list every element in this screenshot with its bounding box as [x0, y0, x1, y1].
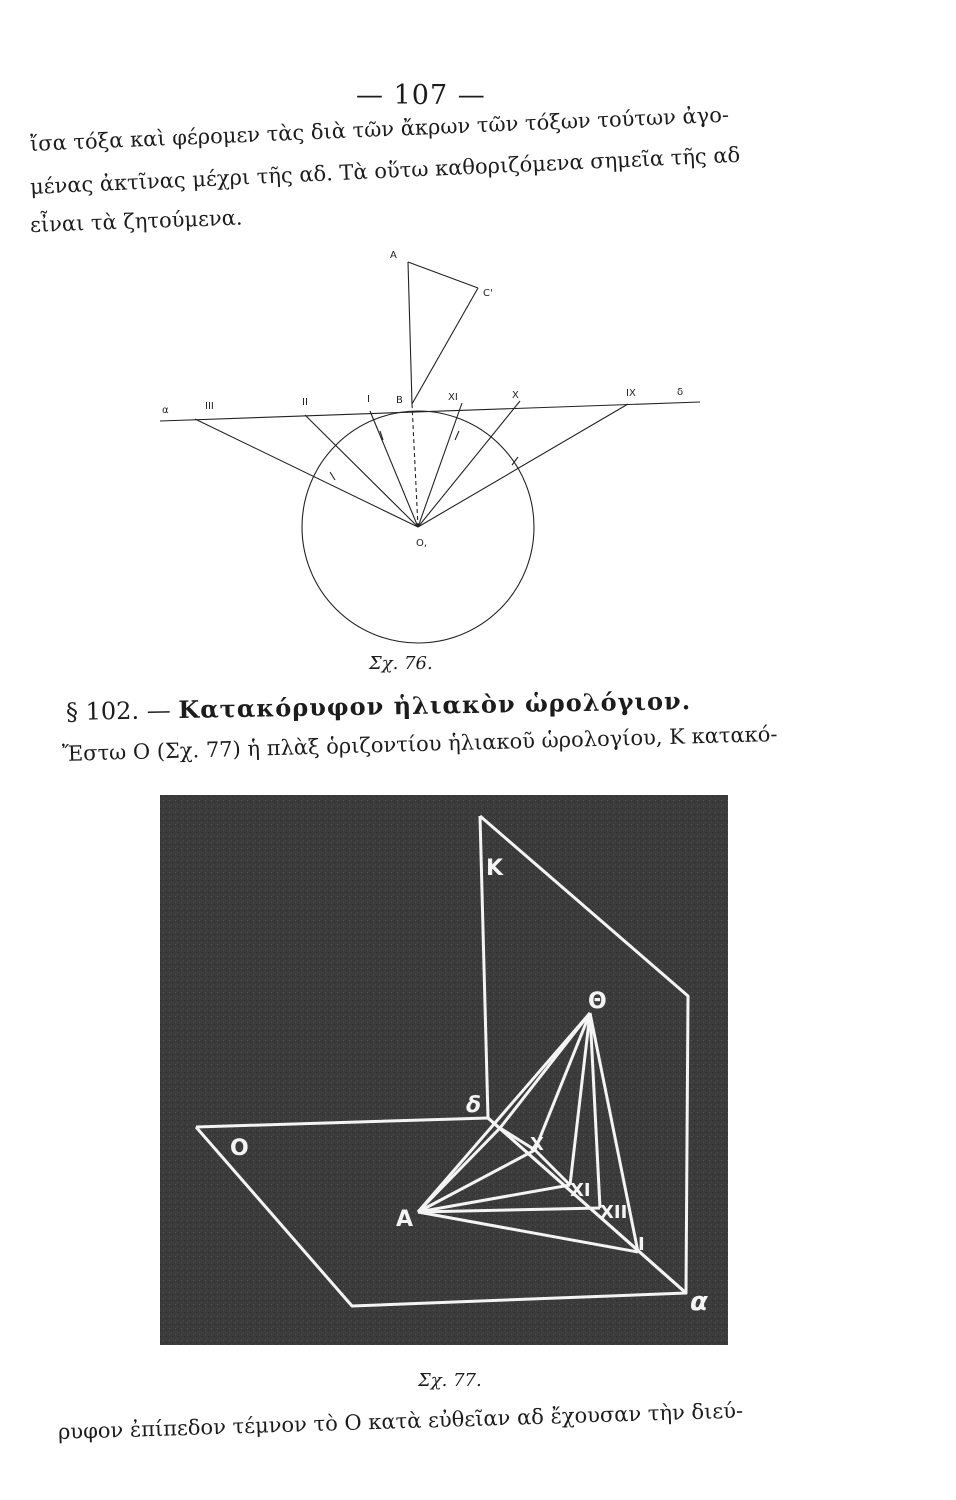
- paragraph-line-1: ἴσα τόξα καὶ φέρομεν τὰς διὰ τῶν ἄκρων τῶν τόξων τούτων ἀγο-: [29, 102, 730, 156]
- line-O-B: [412, 404, 418, 527]
- label-XI: XI: [570, 1180, 591, 1201]
- ray-XI: [418, 403, 462, 527]
- section-title: Κατακόρυφον ἡλιακὸν ὡρολόγιον.: [178, 686, 692, 725]
- label-IX: IX: [626, 388, 636, 399]
- label-X: X: [530, 1134, 544, 1155]
- photo-background: [160, 795, 728, 1345]
- ray-II: [305, 415, 418, 527]
- label-I: I: [638, 1234, 645, 1255]
- label-A: A: [390, 250, 397, 261]
- label-XI: XI: [448, 392, 458, 403]
- label-delta: δ: [677, 387, 684, 398]
- label-O: O: [230, 1136, 249, 1161]
- figure-76-caption: Σχ. 76.: [369, 653, 433, 674]
- label-X: X: [512, 390, 519, 401]
- label-O: O,: [416, 538, 428, 549]
- line-B-A: [408, 262, 412, 404]
- ray-I: [370, 411, 418, 527]
- label-alpha: α: [162, 405, 169, 416]
- paragraph-line-2: μένας ἀκτῖνας μέχρι τῆς αδ. Τὰ οὕτω καθοριζόμενα σημεῖα τῆς αδ: [29, 142, 741, 199]
- label-B: B: [396, 395, 403, 406]
- section-number: § 102. —: [65, 696, 171, 726]
- label-XII: XII: [600, 1202, 628, 1223]
- figure-77-photo: [160, 795, 728, 1345]
- label-K: K: [486, 856, 504, 881]
- label-III: III: [205, 401, 214, 412]
- line-A-C: [408, 262, 478, 288]
- label-A: A: [396, 1207, 414, 1232]
- label-delta: δ: [466, 1093, 482, 1118]
- figure-77-caption: Σχ. 77.: [418, 1370, 482, 1391]
- section-line-1: Ἔστω Ο (Σχ. 77) ἡ πλὰξ ὁριζοντίου ἡλιακοῦ ὡρολογίου, Κ κατακό-: [61, 722, 778, 766]
- figure-76-diagram: [155, 250, 715, 650]
- label-C: C': [483, 288, 493, 299]
- section-heading: [66, 686, 692, 726]
- ray-X: [418, 401, 520, 527]
- paragraph-line-3: εἶναι τὰ ζητούμενα.: [29, 205, 243, 237]
- page-number: — 107 —: [356, 80, 486, 111]
- label-II: II: [302, 397, 308, 408]
- ray-IX: [418, 404, 628, 527]
- label-Theta: Θ: [588, 989, 607, 1014]
- line-C-B: [412, 288, 478, 404]
- last-line: ρυφον ἐπίπεδον τέμνον τὸ Ο κατὰ εὐθεῖαν αδ ἔχουσαν τὴν διεύ-: [57, 1398, 744, 1444]
- ray-III: [195, 419, 418, 527]
- label-alpha: α: [690, 1287, 708, 1317]
- label-I: I: [367, 394, 370, 405]
